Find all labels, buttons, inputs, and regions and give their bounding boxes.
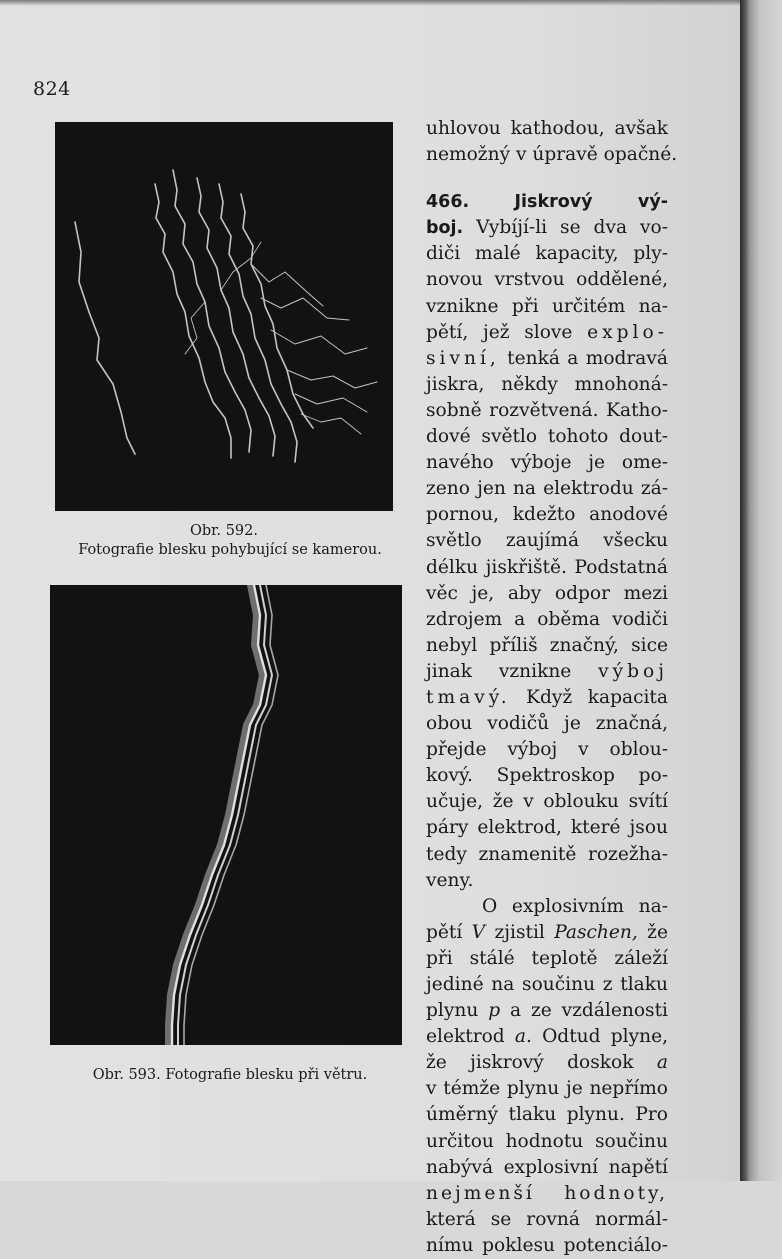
- text-line: obou vodičů je značná,: [426, 713, 668, 735]
- text-line: jediné na součinu z tlaku: [426, 974, 668, 995]
- text-line: jiskra, někdy mnohoná-: [426, 373, 668, 395]
- text-line: tedy znamenitě rozežha-: [426, 843, 668, 865]
- body-text-column: [426, 116, 678, 1259]
- text-line: [426, 1181, 668, 1207]
- text-line: která se rovná normál-: [426, 1208, 668, 1230]
- text-line: pětí V zjistil Paschen, že: [426, 921, 668, 943]
- text-line: délku jiskřiště. Podstatná: [426, 556, 668, 578]
- lightning-photo-moving-camera: [55, 122, 393, 511]
- figure-592-number: Obr. 592.: [189, 523, 258, 539]
- spaced-term: nejmenší hodnoty,: [426, 1182, 668, 1204]
- text-line: nemožný v úpravě opačné.: [426, 144, 678, 166]
- text-line: nabývá explosivní napětí: [426, 1156, 668, 1178]
- text-line: tmavý. Když kapacita: [426, 686, 668, 708]
- text-line: elektrod a. Odtud plyne,: [426, 1026, 668, 1048]
- text-line: veny.: [426, 869, 474, 891]
- text-line: určitou hodnotu součinu: [426, 1130, 668, 1152]
- section-heading-cont: boj.: [426, 218, 464, 239]
- spaced-term: tmavý.: [426, 686, 511, 708]
- figure-593-caption: Obr. 593. Fotografie blesku při větru.: [92, 1067, 368, 1083]
- text-line: pětí, jež slove explo-: [426, 321, 668, 343]
- text-line: nímu poklesu potenciálo-: [426, 1234, 668, 1256]
- spaced-term: sivní,: [426, 347, 500, 369]
- lightning-image-592: [55, 122, 393, 511]
- text-line: zeno jen na elektrodu zá-: [426, 478, 668, 500]
- lightning-photo-wind: [50, 585, 402, 1045]
- text-line: páry elektrod, které jsou: [426, 817, 668, 839]
- text-line: světlo zaujímá všecku: [426, 530, 668, 552]
- text-line: uhlovou kathodou, avšak: [426, 118, 668, 139]
- text-line: vznikne při určitém na-: [426, 295, 668, 317]
- figure-592-caption: Fotografie blesku pohybující se kamerou.: [78, 542, 382, 558]
- text-line: navého výboje je ome-: [426, 452, 668, 474]
- page-top-edge: [0, 0, 742, 6]
- section-heading-line: [426, 189, 668, 215]
- text-line: kový. Spektroskop po-: [426, 765, 668, 787]
- spaced-term: výboj: [598, 660, 668, 682]
- text-line: přejde výboj v oblou-: [426, 739, 668, 761]
- text-line: věc je, aby odpor mezi: [426, 582, 668, 604]
- text-line: nebyl příliš značný, sice: [426, 634, 668, 656]
- text-line: úměrný tlaku plynu. Pro: [426, 1104, 668, 1126]
- text-line: zdrojem a oběma vodiči: [426, 608, 668, 630]
- text-line: že jiskrový doskok a: [426, 1052, 668, 1074]
- text-line: novou vrstvou oddělené,: [426, 269, 668, 291]
- text-line: diči malé kapacity, ply-: [426, 243, 668, 265]
- text-line: učuje, že v oblouku svítí: [426, 791, 668, 813]
- text-line: boj. Vybíjí-li se dva vo-: [426, 217, 668, 239]
- text-line: v témže plynu je nepřímo: [426, 1078, 668, 1100]
- page-number: 824: [33, 78, 71, 100]
- spaced-term: explo-: [587, 321, 668, 343]
- book-binding: [740, 0, 782, 1181]
- text-line: sobně rozvětvená. Katho-: [426, 399, 668, 421]
- text-line: pornou, kdežto anodové: [426, 504, 668, 526]
- text-line: plynu p a ze vzdálenosti: [426, 1000, 669, 1022]
- text-line: sivní, tenká a modravá: [426, 347, 668, 369]
- lightning-image-593: [50, 585, 402, 1045]
- section-heading: 466. Jiskrový vý-: [426, 192, 668, 213]
- text-line: jinak vznikne výboj: [426, 660, 668, 682]
- text-line: dové světlo tohoto dout-: [426, 426, 668, 448]
- text-line: při stálé teplotě záleží: [426, 947, 668, 969]
- text-line: O explosivním na-: [482, 895, 668, 917]
